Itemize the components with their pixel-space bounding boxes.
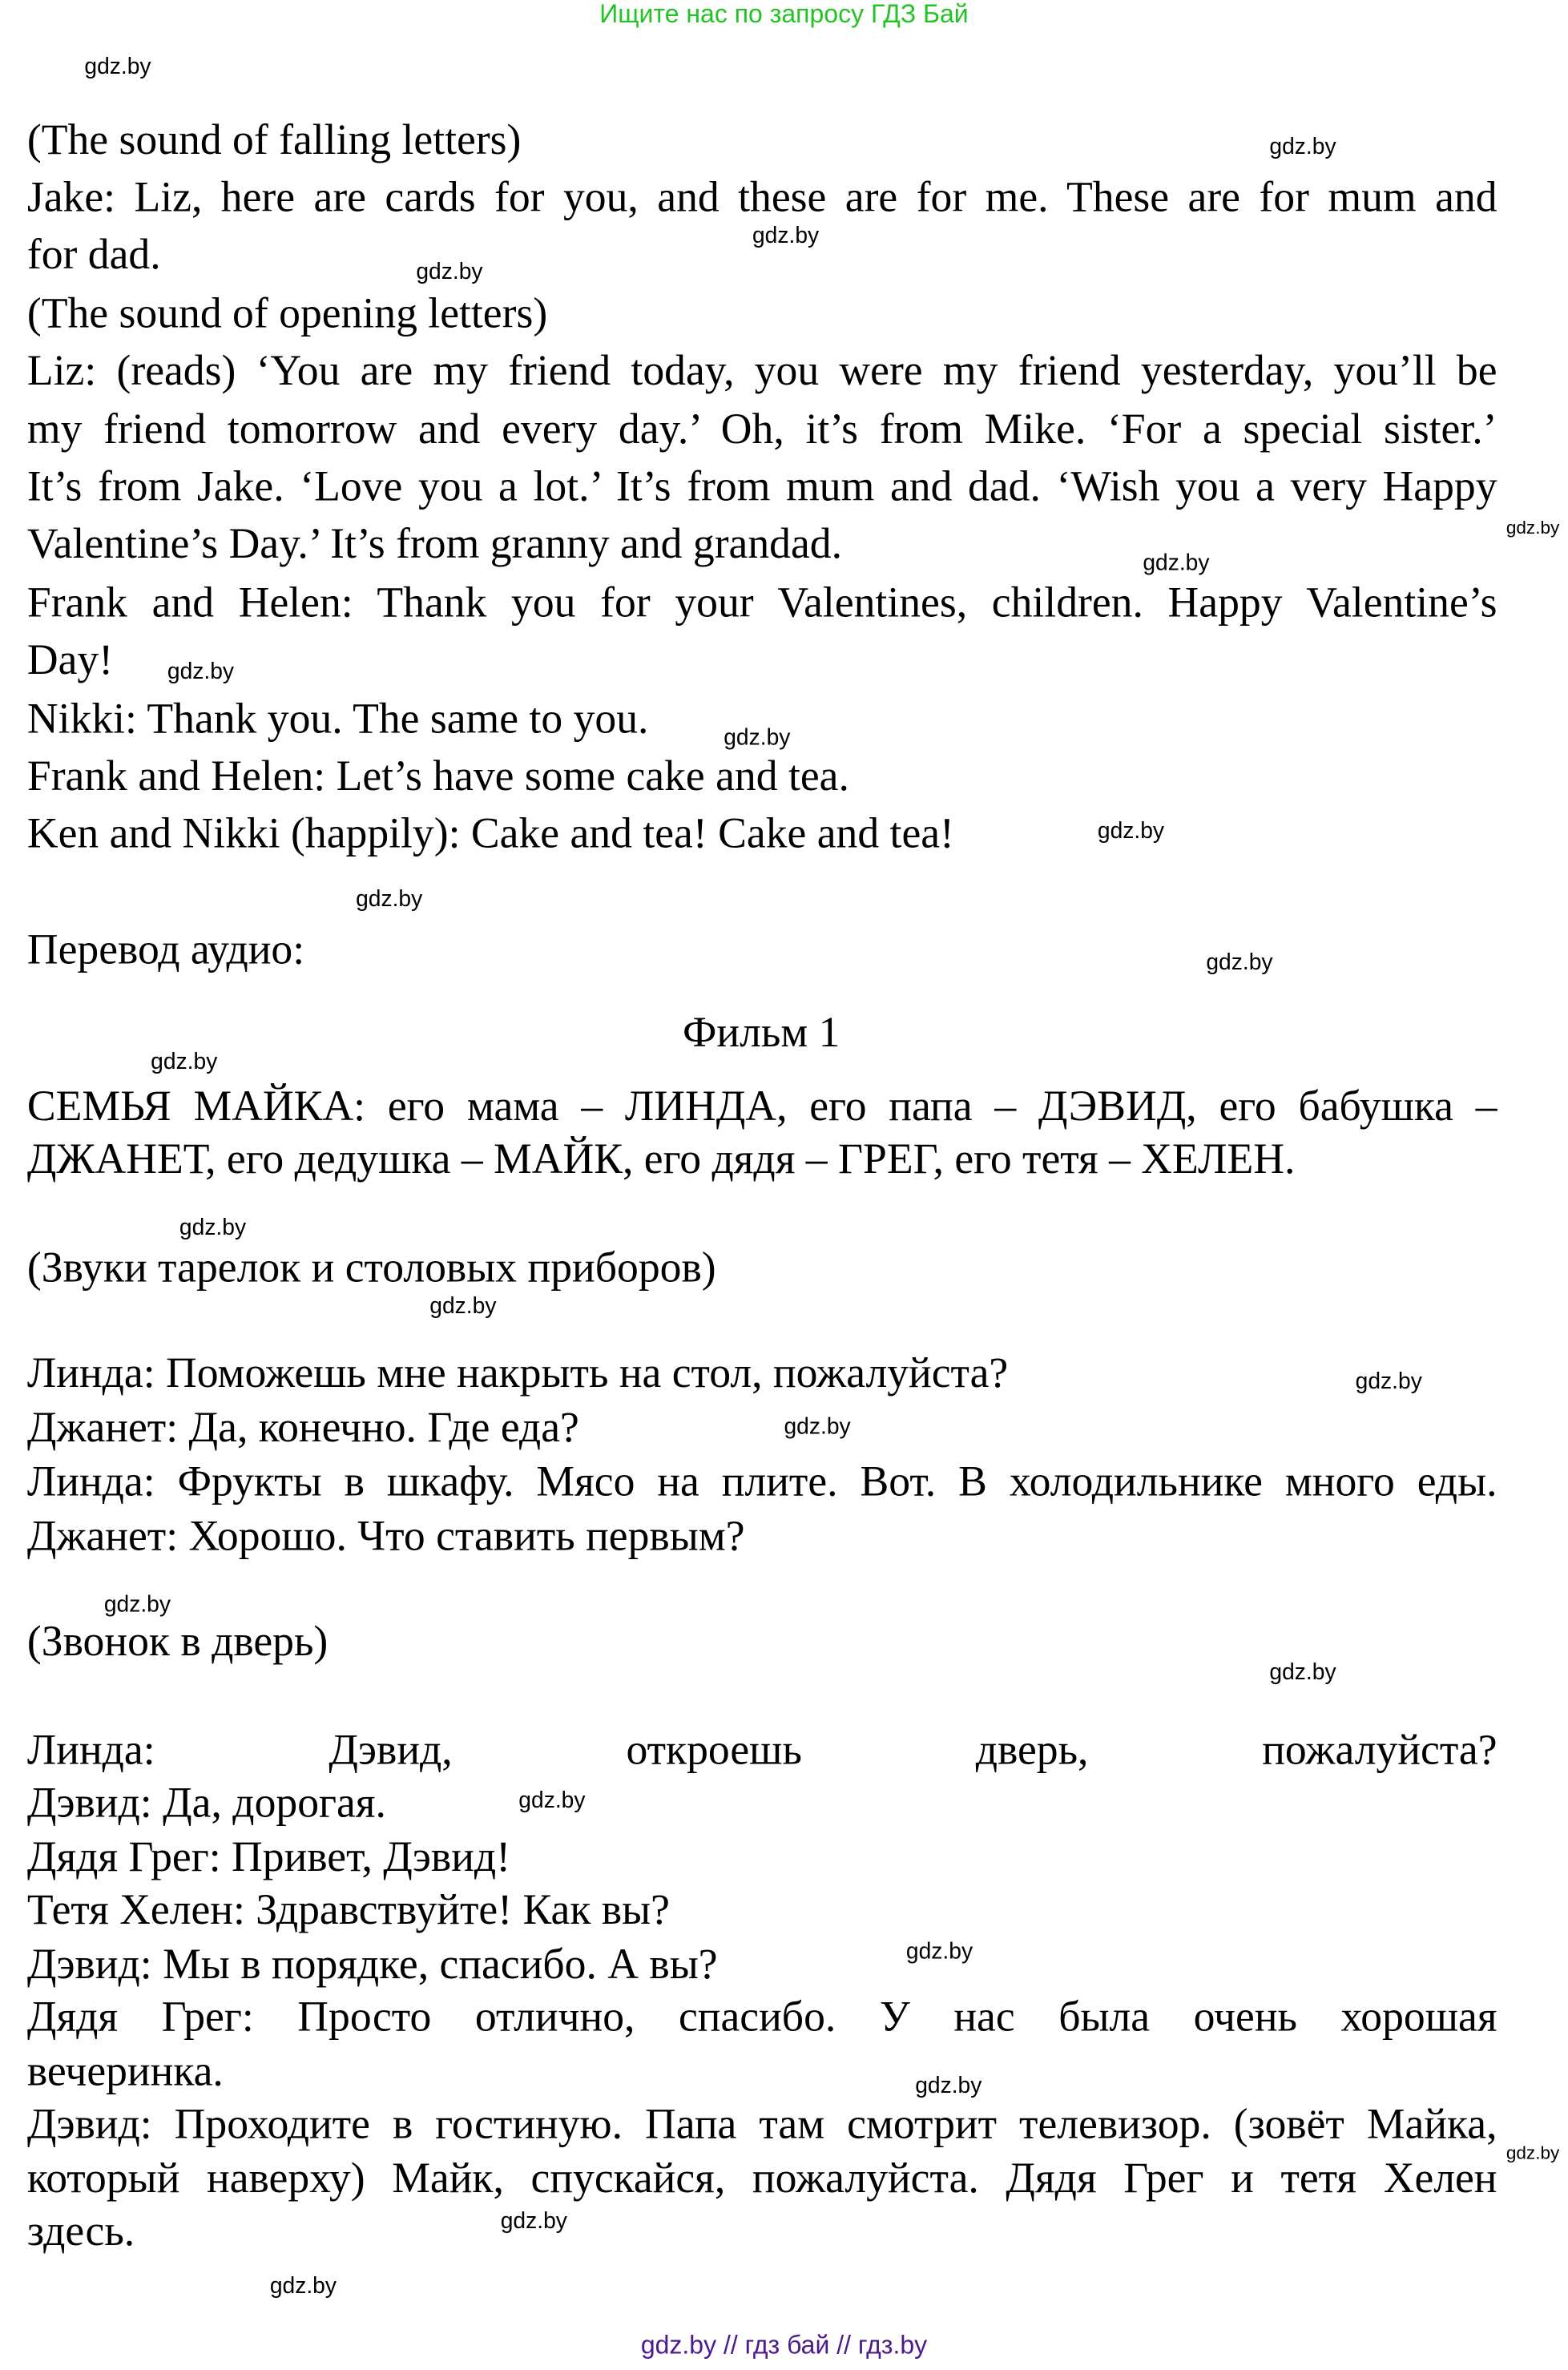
footer-links[interactable]: gdz.by // гдз бай // гдз.by — [640, 2331, 928, 2360]
watermark: gdz.by — [356, 886, 423, 913]
text-line: Линда: Фрукты в шкафу. Мясо на плите. Вот. В холодильнике много еды. — [26, 1459, 1497, 1506]
text-line: (Звуки тарелок и столовых приборов) — [26, 1245, 716, 1292]
text-line: my friend tomorrow and every day.’ Oh, it’s from Mike. ‘For a special sister.’ — [26, 407, 1497, 454]
text-line: (The sound of opening letters) — [26, 291, 548, 338]
watermark: gdz.by — [518, 1788, 586, 1814]
watermark: gdz.by — [752, 223, 820, 249]
text-line: (The sound of falling letters) — [26, 117, 522, 165]
text-line: Тетя Хелен: Здравствуйте! Как вы? — [26, 1887, 670, 1935]
text-line: Джанет: Да, конечно. Где еда? — [26, 1405, 579, 1453]
text-line: Valentine’s Day.’ It’s from granny and grandad. — [26, 522, 843, 569]
watermark: gdz.by — [84, 54, 151, 80]
text-line: СЕМЬЯ МАЙКА: его мама – ЛИНДА, его папа – ДЭВИД, его бабушка – — [26, 1083, 1497, 1131]
watermark: gdz.by — [1097, 818, 1165, 844]
text-line: Day! — [26, 637, 114, 685]
watermark: gdz.by — [167, 659, 235, 685]
watermark: gdz.by — [1269, 1659, 1336, 1686]
text-line: It’s from Jake. ‘Love you a lot.’ It’s from mum and dad. ‘Wish you a very Happy — [26, 464, 1497, 511]
watermark: gdz.by — [151, 1049, 218, 1075]
text-line: Дэвид: Да, дорогая. — [26, 1780, 386, 1828]
watermark: gdz.by — [784, 1414, 851, 1441]
watermark: gdz.by — [429, 1293, 497, 1320]
watermark: gdz.by — [915, 2073, 982, 2099]
text-line: Линда: Поможешь мне накрыть на стол, пожалуйста? — [26, 1351, 1009, 1398]
watermark: gdz.by — [416, 259, 483, 285]
text-line: ДЖАНЕТ, его дедушка – МАЙК, его дядя – ГРЕГ, его тетя – ХЕЛЕН. — [26, 1136, 1296, 1184]
watermark: gdz.by — [1506, 517, 1560, 538]
text-line: Джанет: Хорошо. Что ставить первым? — [26, 1513, 745, 1561]
watermark: gdz.by — [724, 725, 791, 752]
text-line: Дэвид: Проходите в гостиную. Папа там смотрит телевизор. (зовёт Майка, — [26, 2102, 1497, 2149]
text-line: Линда: Дэвид, откроешь дверь, пожалуйста? — [26, 1727, 1497, 1775]
text-line: (Звонок в дверь) — [26, 1618, 329, 1667]
text-line: здесь. — [26, 2208, 135, 2256]
text-line: вечеринка. — [26, 2049, 224, 2096]
text-line: Дядя Грег: Привет, Дэвид! — [26, 1835, 511, 1882]
watermark: gdz.by — [1355, 1368, 1422, 1395]
watermark: gdz.by — [905, 1938, 973, 1965]
watermark: gdz.by — [1506, 2142, 1560, 2164]
text-line: Frank and Helen: Let’s have some cake and tea. — [26, 753, 849, 801]
text-line: Перевод аудио: — [26, 927, 305, 974]
watermark: gdz.by — [269, 2273, 337, 2299]
watermark: gdz.by — [1143, 550, 1210, 576]
watermark: gdz.by — [500, 2208, 567, 2235]
text-line: Liz: (reads) ‘You are my friend today, you were my friend yesterday, you’ll be — [26, 348, 1497, 396]
watermark: gdz.by — [103, 1592, 171, 1618]
text-line: который наверху) Майк, спускайся, пожалуйста. Дядя Грег и тетя Хелен — [26, 2155, 1497, 2203]
text-line: Дядя Грег: Просто отлично, спасибо. У нас была очень хорошая — [26, 1994, 1497, 2042]
watermark: gdz.by — [1269, 134, 1336, 160]
text-line: Frank and Helen: Thank you for your Valentines, children. Happy Valentine’s — [26, 580, 1497, 627]
text-line: for dad. — [26, 232, 161, 280]
text-line: Дэвид: Мы в порядке, спасибо. А вы? — [26, 1941, 718, 1989]
text-line: Jake: Liz, here are cards for you, and these are for me. These are for mum and — [26, 175, 1497, 222]
watermark: gdz.by — [179, 1215, 247, 1241]
text-line: Ken and Nikki (happily): Cake and tea! Cake and tea! — [26, 811, 954, 858]
search-banner-link[interactable]: Ищите нас по запросу ГДЗ Бай — [599, 0, 969, 29]
text-line: Nikki: Thank you. The same to you. — [26, 696, 649, 744]
watermark: gdz.by — [1206, 949, 1273, 976]
section-heading: Фильм 1 — [683, 1010, 840, 1058]
